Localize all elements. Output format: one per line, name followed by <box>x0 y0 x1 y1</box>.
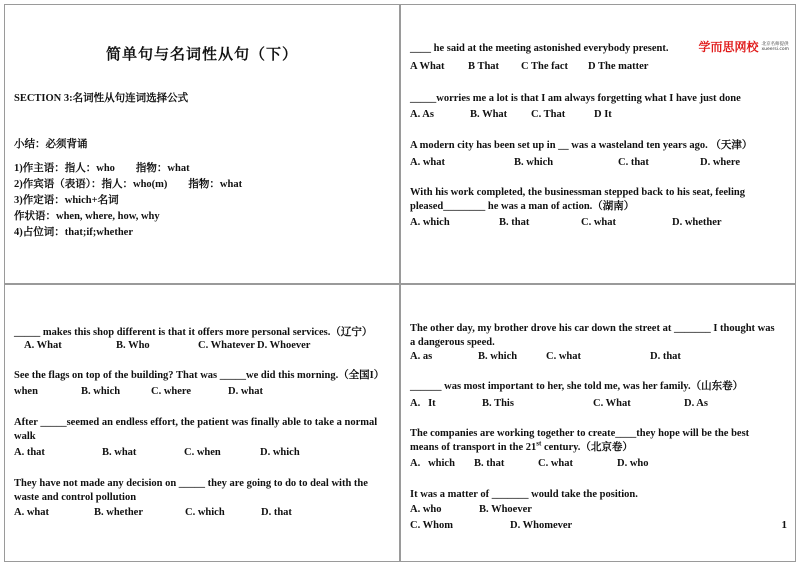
superscript: st <box>536 439 542 448</box>
option: D. which <box>260 447 300 458</box>
question-text: ____ he said at the meeting astonished everybody present. <box>410 43 669 54</box>
option: C The fact <box>521 61 569 72</box>
rule-line-5: 4)占位词：that;if;whether <box>14 227 133 238</box>
brand-logo <box>698 38 789 55</box>
question-text: The other day, my brother drove his car down the street at _______ I thought was a dangerous speed. <box>410 323 775 348</box>
option: A. what <box>410 157 446 168</box>
question-options <box>410 457 649 470</box>
slide-panel-summary <box>4 4 400 284</box>
question-text: It was a matter of _______ would take the position. <box>410 489 638 500</box>
option: D. where <box>700 157 741 168</box>
question-options <box>410 60 648 73</box>
option: C. Whom <box>410 520 453 531</box>
option: B. which <box>514 157 554 168</box>
option: D The matter <box>588 61 649 72</box>
rule-line-3: 3)作定语：which+名词 <box>14 195 119 206</box>
option: B. Whoever <box>479 504 532 515</box>
logo-sub-bottom: xueersi.com <box>761 46 789 52</box>
option: D. that <box>650 351 681 362</box>
slide-panel-exercises-2 <box>4 284 400 562</box>
option: C. what <box>546 351 582 362</box>
option: A. as <box>410 351 433 362</box>
question-text-part: century.（北京卷） <box>541 442 633 453</box>
question-text: _____worries me a lot is that I am always forgetting what I have just done <box>410 93 741 104</box>
summary-heading: 小结：必须背诵 <box>14 139 88 150</box>
option: D. that <box>261 507 292 518</box>
question-options <box>14 446 300 459</box>
option: D. Whoever <box>257 340 311 351</box>
rule-line-2: 2)作宾语（表语）：指人：who(m) 指物：what <box>14 179 243 190</box>
option: D. what <box>228 386 264 397</box>
question-text: See the flags on top of the building? That was _____we did this morning.（全国I） <box>14 370 385 381</box>
option: C. what <box>581 217 617 228</box>
page-title: 简单句与名词性从句（下） <box>105 47 298 63</box>
option: C. That <box>531 109 566 120</box>
rule-line-1: 1)作主语：指人：who 指物：what <box>14 163 190 174</box>
question-text: _____ makes this shop different is that it offers more personal services.（辽宁） <box>14 327 373 338</box>
question-options <box>410 108 612 121</box>
question-text: They have not made any decision on _____ they are going to do to deal with the waste and control pollution <box>14 478 368 503</box>
question-text: A modern city has been set up in __ was a wasteland ten years ago. （天津） <box>410 140 753 151</box>
rule-line-4: 作状语：when, where, how, why <box>14 211 160 222</box>
option: A What <box>410 61 445 72</box>
option: A. It <box>410 398 436 409</box>
logo-text: 学而思网校 <box>698 40 759 54</box>
section-heading: SECTION 3:名词性从句连词选择公式 <box>14 93 189 104</box>
question-options <box>14 385 263 398</box>
logo-subtext <box>761 42 789 52</box>
question-text: After _____seemed an endless effort, the patient was finally able to take a normal walk <box>14 417 378 442</box>
option: A. that <box>14 447 45 458</box>
question-options <box>410 503 532 516</box>
option: A. who <box>410 504 442 515</box>
option: A. As <box>410 109 434 120</box>
question-text: With his work completed, the businessman stepped back to his seat, feeling pleased________ he was a man of action.（湖南） <box>410 187 745 212</box>
option: B. whether <box>94 507 143 518</box>
option: C. Whatever <box>198 340 255 351</box>
option: B. which <box>81 386 121 397</box>
option: D. whether <box>672 217 722 228</box>
option: C. what <box>538 458 574 469</box>
option: A. what <box>14 507 50 518</box>
option: when <box>14 386 38 397</box>
option: B. What <box>470 109 508 120</box>
slide-panel-exercises-3 <box>400 284 796 562</box>
question-options <box>410 397 708 410</box>
logo-sub-top: 北京名师提供 <box>761 41 789 47</box>
option: A. which <box>410 217 450 228</box>
option: D. As <box>684 398 708 409</box>
option: A. which <box>410 458 455 469</box>
option: D. who <box>617 458 649 469</box>
option: C. which <box>185 507 225 518</box>
question-text-part: The companies are working together to create____they hope will be the best means of transport in the 21 <box>410 428 750 453</box>
option: D. Whomever <box>510 520 573 531</box>
option: B. that <box>474 458 505 469</box>
option: A. What <box>24 340 62 351</box>
option: B. which <box>478 351 518 362</box>
question-options <box>410 216 722 229</box>
option: B. that <box>499 217 530 228</box>
page-number: 1 <box>781 519 787 531</box>
option: B. Who <box>116 340 150 351</box>
question-text: ______ was most important to her, she told me, was her family.（山东卷） <box>410 381 744 392</box>
option: D It <box>594 109 612 120</box>
question-text <box>410 427 776 455</box>
option: C. that <box>618 157 649 168</box>
option: B That <box>468 61 500 72</box>
option: C. where <box>151 386 192 397</box>
option: B. This <box>482 398 514 409</box>
slide-panel-exercises-1 <box>400 4 796 284</box>
option: C. What <box>593 398 631 409</box>
question-options <box>14 506 292 519</box>
option: B. what <box>102 447 137 458</box>
question-options <box>410 350 681 363</box>
question-options <box>410 156 740 169</box>
option: C. when <box>184 447 221 458</box>
question-options <box>410 519 572 532</box>
question-options <box>24 339 310 352</box>
